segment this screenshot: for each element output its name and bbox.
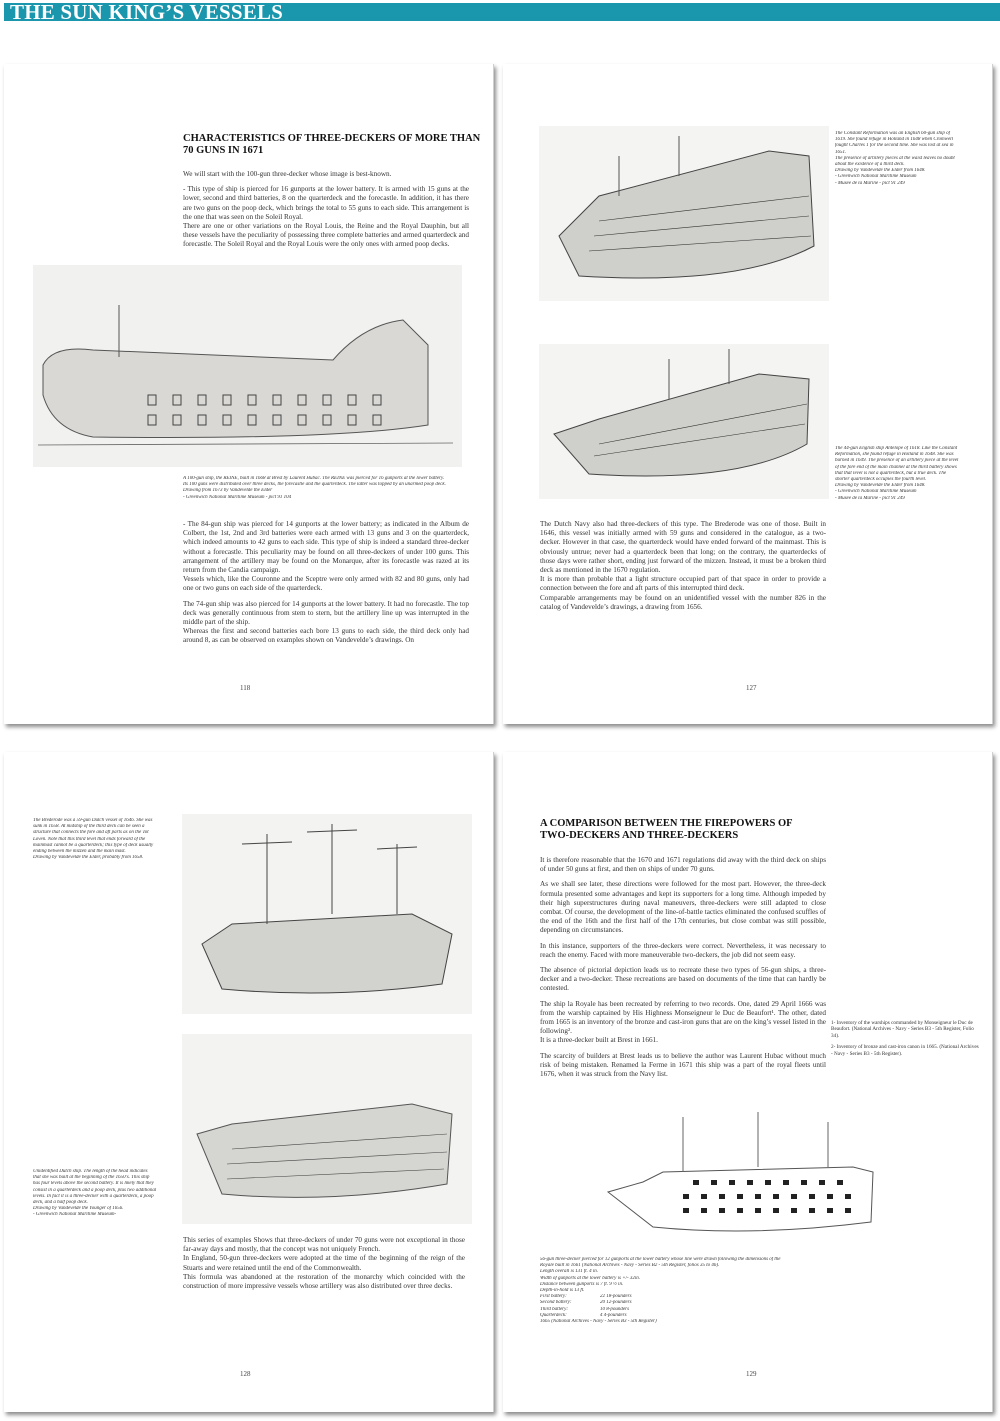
heading-line-2: 70 GUNS IN 1671 (183, 145, 264, 156)
caption-line: - Musée de la Marine - pict 91 249 (835, 495, 905, 501)
paragraph: - This type of ship is pierced for 16 gunports at the lower battery. It is armed with 15 guns at the lower, second and third batteries, 8 on the quarterdeck and the forecastle. In addition, it has there are two guns on the poop deck, which brings the total to 55 guns to each side. This arrangement is the one that was seen on the Soleil Royal. (183, 185, 469, 221)
caption-line: Distance between gunports is 7 ft. 9 ½ in. (540, 1281, 624, 1287)
figure-caption-2 (835, 446, 985, 502)
page-heading (540, 818, 830, 842)
caption-line: mainmast cannot be a quarterdeck; this type of deck usually (33, 842, 154, 848)
caption-source: 1665 (National Archives - Navy - Series B3 - 5th Register) (540, 1319, 657, 1325)
caption-line: 1619. She found refuge in Holland in 1648 when Cromwell (835, 137, 953, 143)
paragraph: The scarcity of builders at Brest leads us to believe the author was Laurent Hubac without much risk of being mistaken. Renamed la Ferme in 1671 this ship was a part of the royal fleets until 1676, when it was struck from the Navy list. (540, 1051, 826, 1079)
caption-line: Reformation, she found refuge in Holland in 1648. She was (835, 452, 954, 458)
battery-value: 20 12-pounders (600, 1300, 632, 1306)
battery-label: Second battery: (540, 1300, 572, 1306)
paragraph: In this instance, supporters of the three-deckers were correct. Nevertheless, it was necessary to reach the enemy. Faced with more maneuverable two-deckers, the job did not seem easy. (540, 941, 826, 959)
page-number: 128 (240, 1370, 251, 1378)
caption-line: The Brederode was a 59-gun Dutch vessel of 1646. She was (33, 818, 153, 823)
caption-line: Its 100 guns were distributed over three decks, the forecastle and the quarterdeck. The latter was topped by an unarmed poop deck. (183, 482, 446, 488)
ship-drawing-constant-reformation (539, 126, 829, 301)
section-banner (4, 0, 1000, 24)
page-heading (183, 133, 483, 157)
figure-caption (183, 476, 468, 501)
body-text (540, 856, 826, 1085)
heading-line-2: TWO-DECKERS AND THREE-DECKERS (540, 830, 739, 841)
caption-line: Drawing by Vandevelde the Elder from 1648. (835, 168, 926, 174)
caption-line: structure that connects the fore and aft parts as on the Tot (33, 830, 149, 836)
figure-caption-1 (835, 131, 985, 187)
caption-line: Drawing by Vandevelde the Elder from 1648. (835, 483, 926, 489)
intro-paragraph: We will start with the 100-gun three-decker whose image is best-known. (183, 170, 392, 178)
paragraph: It is a three-decker built at Brest in 1661. (540, 1036, 658, 1045)
caption-line: Width of gunports at the lower battery is +/- 32in. (540, 1275, 641, 1281)
caption-line: Drawing by Vandevelde the Younger of 1656. (33, 1206, 124, 1212)
paragraph: The Dutch Navy also had three-deckers of this type. The Brederode was one of those. Built in 1646, this vessel was initially armed with 59 guns and considered in the catalogue, as a two-decker. However in that case, the quarterdeck would have ended forward of the mainmast. This is obviously untrue; never had a quarterdeck been that long; on the contrary, the quarterdecks of those days were rather short, ending just forward of the mizzen. Instead, it must be a broken third deck as mentioned in the 1670 regulation. (540, 520, 826, 575)
page-129 (503, 752, 993, 1412)
body-text-bottom (183, 520, 469, 646)
battery-value: 22 18-pounders (600, 1294, 632, 1300)
footnote-1: 1- Inventory of the warships commanded by Monseigneur le Duc de Beaufort. (National Archives - Navy - Series B3 - 5th Register, Folio 34). (831, 1020, 974, 1039)
body-text-top (183, 170, 469, 256)
battery-label: First battery: (540, 1294, 567, 1300)
paragraph: There are one or other variations on the Royal Louis, the Reine and the Royal Dauphin, but all these vessels have the peculiarity of possessing three complete batteries and armed quarterdeck and forecastle. The Soleil Royal and the Royal Louis were the only ones with armed poop decks. (183, 222, 469, 249)
paragraph: Whereas the first and second batteries each bore 13 guns to each side, the third deck only had around 8, as can be observed on examples shown on Vandevelde’s drawings. On (183, 627, 469, 645)
caption-line: deck, and a half poop deck. (33, 1200, 88, 1206)
caption-line: - Greenwich National Maritime Museum (835, 174, 917, 180)
figure-caption-1 (33, 818, 179, 861)
caption-line: Loven. Note that this third level that ends forward of the (33, 836, 146, 842)
paragraph: It is more than probable that a light structure occupied part of that space in order to provide a connection between the fore and aft parts of this interrupted third deck. (540, 575, 826, 593)
paragraph: The absence of pictorial depiction leads us to recreate these two types of 56-gun ships, a three-decker and a two-decker. These recreations are based on documents of the time that can hardly be contested. (540, 966, 826, 993)
heading-line-1: A COMPARISON BETWEEN THE FIREPOWERS OF (540, 818, 793, 829)
caption-line: Royale built in 1661 (National Archives - Navy - Series B2 - 5th Register, folios 35 to 46). (540, 1263, 720, 1269)
battery-value: 4 4-pounders (600, 1312, 627, 1318)
caption-line: shorter quarterdeck occupies the fourth level. (835, 477, 927, 483)
caption-line: - Musée de la Marine - pict 91 249 (835, 180, 905, 186)
caption-line: burned in 1649. The presence of an artillery piece at the level (835, 458, 959, 464)
page-number: 129 (746, 1370, 757, 1378)
paragraph: As we shall see later, these directions were followed for the most part. However, the three-deck formula presented some advantages and kept its supporters for a long time. Although impeded by their high superstructures during naval maneuvers, three-deckers were still adapted to close combat. Of course, the development of the line-of-battle tactics eliminated the confused scuffles of the end of the 16th and the first half of the 17th centuries, but close combat was still possible, depending on circumstances. (540, 880, 826, 935)
battery-label: Quarterdeck: (540, 1312, 567, 1318)
page-127 (503, 64, 993, 724)
battery-value: 10 8-pounders (600, 1306, 630, 1312)
paragraph: - The 84-gun ship was pierced for 14 gunports at the lower battery; as indicated in the Album de Colbert, the 1st, 2nd and 3rd batteries were each armed with 13 guns and 3 on the quarterdeck, which indeed amounts to 42 guns to each side. This type of ship is indeed a standard three-decker without a forecastle. This peculiarity may be found on all three-deckers of under 100 guns. This arrangement of the artillery may be found on the Monarque, after its forecastle was razed at its return from the Candia campaign. (183, 520, 469, 575)
caption-line: The presence of artillery pieces at the waist leaves no doubt (835, 155, 955, 161)
banner-title: THE SUN KING’S VESSELS (10, 0, 284, 24)
paragraph: In England, 50-gun three-deckers were adopted at the time of the beginning of the reign of the Stuarts and were retained until the end of the Commonwealth. (183, 1254, 465, 1272)
caption-line: The Constant Reformation was an English 60-gun ship of (835, 131, 951, 136)
caption-line: Drawing from 1673 by Vandevelde the Elder (183, 488, 273, 494)
body-text (540, 520, 826, 612)
caption-line: of the fore end of the main channel at the third battery shows (835, 464, 957, 470)
heading-line-1: CHARACTERISTICS OF THREE-DECKERS OF MORE THAN (183, 133, 481, 144)
caption-line: 56-gun three-decker pierced for 12 gunports at the lower battery whose line were drawn following the dimensions of the (540, 1257, 781, 1262)
paragraph: The ship la Royale has been recreated by referring to two records. One, dated 29 April 1666 was from the warship captained by His Highness Monseigneur le Duc de Beaufort¹. The other, dated from 1665 is an inventory of the bronze and cast-iron guns that are on the king’s vessel listed in the following². (540, 999, 826, 1036)
ship-drawing-antelope (539, 344, 829, 499)
caption-line: Drawing by Vandevelde the Elder, probably from 1658. (33, 855, 144, 861)
caption-line: ending between the mizzen and the main mast. (33, 849, 126, 855)
caption-line: - Greenwich National Maritime Museum- (33, 1212, 117, 1218)
caption-line: has four levels above the second battery. It is likely that they (33, 1181, 154, 1187)
caption-line: Depth-in-hold is 13 ft. (540, 1288, 585, 1294)
ship-drawing-reine (33, 265, 462, 467)
paragraph: The 74-gun ship was also pierced for 14 gunports at the lower battery. It had no forecastle. The top deck was generally continuous from stem to stern, but the artillery line up was interrupted in the middle part of the ship. (183, 599, 469, 627)
ship-recreation-la-royale (603, 1112, 893, 1247)
paragraph: This formula was abandoned at the restoration of the monarchy which coincided with the construction of more impressive vessels whose artillery was also distributed over three decks. (183, 1272, 465, 1291)
paragraph: Comparable arrangements may be found on an unidentified vessel with the number 826 in the catalog of Vandevelde’s drawings, a drawing from 1656. (540, 593, 826, 611)
caption-line: 1651. (835, 149, 847, 155)
caption-line: about the existence of a third deck. (835, 162, 905, 168)
caption-line: The 44-gun English ship Antelope of 1618. Like the Constant (835, 446, 958, 451)
paragraph: Vessels which, like the Couronne and the Sceptre were only armed with 82 and 80 guns, only had one or two guns on each side of the quarterdeck. (183, 575, 469, 593)
figure-caption (540, 1257, 970, 1325)
footnote-2: 2- Inventory of bronze and cast-iron canon in 1665. (National Archives - Navy - Series B3 - 5th Register). (831, 1044, 979, 1057)
paragraph: It is therefore reasonable that the 1670 and 1671 regulations did away with the third deck on ships of under 50 guns at first, and then on ships of under 70 guns. (540, 856, 826, 874)
caption-line: that she was built at the beginning of the 1650's. This ship (33, 1175, 150, 1181)
figure-caption-2 (33, 1169, 179, 1219)
caption-line: Unidentified Dutch ship. The length of the head indicates (33, 1169, 148, 1174)
body-text (183, 1236, 465, 1291)
caption-line: - Greenwich National Maritime Museum - pict 91 104 (183, 494, 292, 500)
page-number: 127 (746, 684, 757, 692)
caption-line: sunk in 1658. At midship of the third deck can be seen a (33, 824, 145, 830)
footnotes (831, 1020, 981, 1057)
paragraph: This series of examples Shows that three-deckers of under 70 guns were not exceptional in those far-away days and mostly, that the concept was not uniquely French. (183, 1236, 465, 1254)
battery-label: Third battery: (540, 1306, 569, 1312)
caption-line: A 100-gun ship, the REINE, built in 1668 at Brest by Laurent Hubac. The REINE was pierced for 16 gunports at the lower battery. (183, 476, 445, 481)
caption-line: levels. In fact it is a three-decker with a quarterdeck, a poop (33, 1193, 154, 1199)
caption-line: - Greenwich National Maritime Museum (835, 489, 917, 495)
caption-line: fought Charles 1 for the second time. She was lost at sea in (835, 143, 954, 149)
page-number: 118 (240, 684, 251, 692)
page-118 (4, 64, 494, 724)
ship-drawing-brederode (182, 814, 472, 1014)
caption-line: Length overall is 131 ft. 4 in. (540, 1269, 599, 1275)
caption-line: consist in a quarterdeck and a poop deck, plus two additional (33, 1187, 157, 1193)
caption-line: that that level is not a quarterdeck, but a true deck. The (835, 470, 947, 476)
ship-drawing-unidentified-dutch (182, 1034, 472, 1224)
page-128 (4, 752, 494, 1412)
